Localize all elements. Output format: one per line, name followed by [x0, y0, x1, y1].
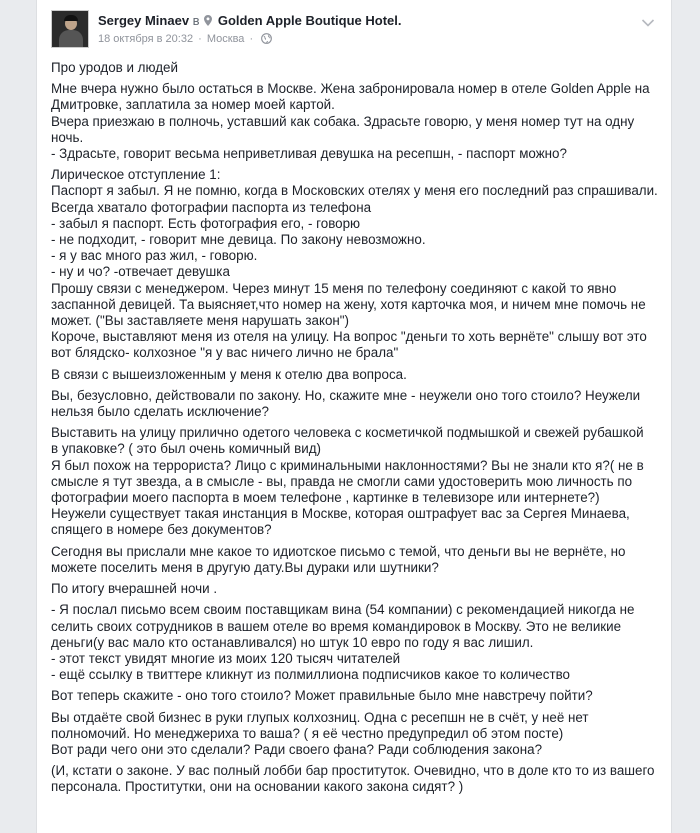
- avatar[interactable]: [51, 10, 89, 48]
- paragraph: Вы, безусловно, действовали по закону. Но, скажите мне - неужели оно того стоило? Неужели нельзя было сделать исключение?: [51, 387, 641, 420]
- globe-icon[interactable]: [261, 33, 272, 47]
- paragraph: В связи с вышеизложенным у меня к отелю два вопроса.: [51, 366, 407, 382]
- paragraph: Сегодня вы прислали мне какое то идиотское письмо с темой, что деньги вы не вернёте, но можете поселить меня в другую дату.Вы дураки или шутники?: [51, 543, 626, 575]
- meta-dot-2: ·: [249, 33, 254, 45]
- place-link[interactable]: Golden Apple Boutique Hotel.: [217, 13, 402, 28]
- location-pin-icon: [204, 14, 212, 29]
- post-header: [51, 7, 657, 51]
- paragraph: (И, кстати о законе. У вас полный лобби бар проституток. Очевидно, что в доле кто то из вашего персонала. Проститутки, они на основании какого закона сидят? ): [51, 763, 655, 795]
- post-card: [36, 0, 672, 833]
- meta-dot: ·: [198, 33, 202, 45]
- paragraph: Про уродов и людей: [51, 60, 178, 75]
- preposition: в: [192, 13, 200, 28]
- post-meta: [98, 33, 272, 47]
- paragraph: Лирическое отступление 1: Паспорт я забыл. Я не помню, когда в Московских отелях у меня его последний раз спрашивали. Всегда хватало фотографии паспорта из телефона - забыл я паспорт. Есть фотография его, - говорю - не подходит, - говорит мне девица. По закону невозможно. - я у вас много раз жил, - говорю. - ну и чо? -отвечает девушка Прошу связи с менеджером. Через минут 15 меня по телефону соединяют с какой то явно заспанной девицей. Та выясняет,что номер на жену, хотя карточка моя, и ничем мне помочь не может. ("Вы заставляете меня нарушать закон") Короче, выставляют меня из отеля на улицу. На вопрос "деньги то хоть вернёте" слышу вот это вот блядско- колхозное "я у вас ничего лично не брала": [51, 167, 658, 361]
- paragraph: Мне вчера нужно было остаться в Москве. Жена забронировала номер в отеле Golden Apple на Дмитровке, заплатила за номер моей картой. Вчера приезжаю в полночь, уставший как собака. Здрасьте говорю, у меня номер тут на одну ночь. - Здрасьте, говорит весьма неприветливая девушка на ресепшн, - паспорт можно?: [51, 81, 650, 162]
- paragraph: - Я послал письмо всем своим поставщикам вина (54 компании) с рекомендацией никогда не селить своих сотрудников в вашем отеле во время командировок в Москву. Это не великие деньги(у вас мало кто останавливался) но штук 10 евро по году я вас лишил. - этот текст увидят многие из моих 120 тысяч читателей - ещё ссылку в твиттере кликнут из полмиллиона подписчиков какое то количество: [51, 602, 635, 683]
- post-title: [98, 13, 402, 29]
- chevron-down-icon[interactable]: [641, 15, 655, 33]
- timestamp[interactable]: 18 октября в 20:32: [98, 33, 194, 45]
- paragraph: Вы отдаёте свой бизнес в руки глупых колхозниц. Одна с ресепшн не в счёт, у неё нет полномочий. Но менеджериха то ваша? ( я её честно предупредил об этом посте) Вот ради чего они это сделали? Ради своего фана? Ради соблюдения закона?: [51, 709, 589, 757]
- paragraph: Вот теперь скажите - оно того стоило? Может правильные было мне навстречу пойти?: [51, 688, 593, 704]
- author-name[interactable]: Sergey Minaev: [98, 13, 190, 28]
- post-location[interactable]: Москва: [206, 33, 245, 45]
- post-body: [51, 60, 659, 801]
- paragraph: Выставить на улицу прилично одетого человека с косметичкой подмышкой и свежей рубашкой в упаковке? ( это был очень комичный вид) Я был похож на террориста? Лицо с криминальными наклонностями? Вы не знали кто я?( не в смысле я тут звезда, а в смысле - вы, правда не смогли сами удостоверить мою личность по фотографии моего паспорта в моем телефоне , картинке в телевизоре или интернете?) Неужели существует такая инстанция в Москве, которая оштрафует вас за Сергея Минаева, спящего в номере без документов?: [51, 425, 644, 538]
- paragraph: По итогу вчерашней ночи .: [51, 581, 218, 597]
